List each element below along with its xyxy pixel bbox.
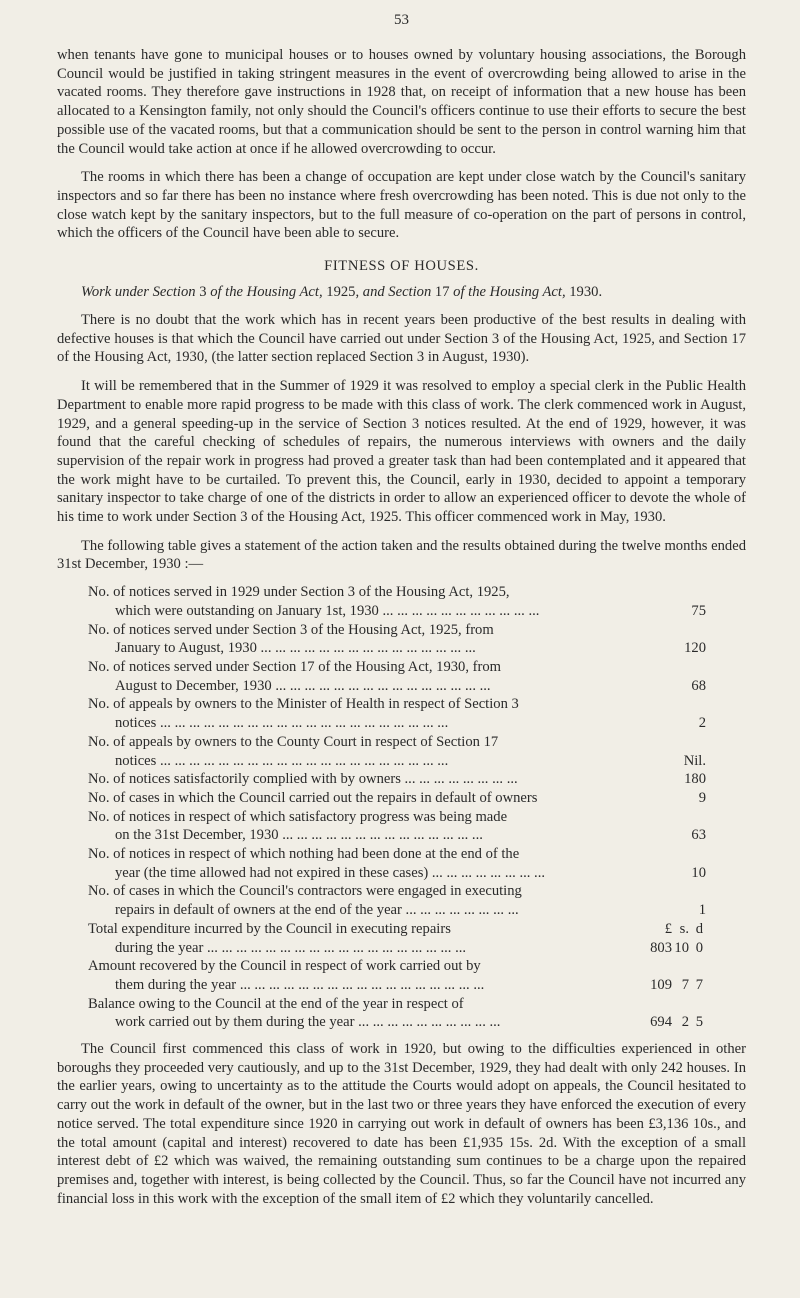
paragraph-continuation: when tenants have gone to municipal houses or to houses owned by voluntary housing associations, the Borough Council would be justified in taking stringent measures in the event of overcrowding being allowed to arise in the vacated rooms. They therefore gave instructions in 1928 that, on receipt of information that a new house has been allocated to a Kensington family, not only should the Council's officers continue to use their efforts to secure the best possible use of the vacated rooms, but that a communication should be sent to the person in control warning him that the Council would take action at once if he allowed overcrowding to occur. bbox=[57, 47, 746, 157]
statement-row: No. of notices served under Section 17 of the Housing Act, 1930, from August to December, 1930 ... ... ... ... ... ... ... ... ... ... ... ... ... ... ... 68 bbox=[88, 658, 706, 694]
paragraph-no-doubt: There is no doubt that the work which has in recent years been productive of the best results in dealing with defective houses is that which the Council have carried out under Section 3 of the Housing Act, 1925, and Section 17 of the Housing Act, 1930, (the latter section replaced Section 3 in August, 1930). bbox=[57, 312, 746, 366]
money-row: Total expenditure incurred by the Council in executing repairs during the year ... ... ... ... ... ... ... ... ... ... ... ... ... ... ... ... ... ... £ s. d 803 10 0 bbox=[88, 920, 706, 957]
money-value: 109 7 7 bbox=[650, 976, 703, 993]
statement-value: 2 bbox=[698, 715, 706, 732]
statement-value: 68 bbox=[691, 677, 706, 694]
statement-row: No. of notices served under Section 3 of the Housing Act, 1925, from January to August, 1930 ... ... ... ... ... ... ... ... ... ... ... ... ... ... ... 120 bbox=[88, 621, 706, 657]
statement-value: 75 bbox=[691, 602, 706, 619]
section-subheading: Work under Section 3 of the Housing Act, 1925, and Section 17 of the Housing Act, 1930. bbox=[81, 284, 603, 301]
statement-row: No. of cases in which the Council's contractors were engaged in executing repairs in default of owners at the end of the year ... ... ... ... ... ... ... ... 1 bbox=[88, 883, 706, 919]
paragraph-conclusion: The Council first commenced this class of work in 1920, but owing to the difficulties experienced in other boroughs they proceeded very cautiously, and up to the 31st December, 1929, they had dealt with only 242 houses. In the earlier years, owing to uncertainty as to the attitude the Courts would adopt on appeals, the Council hesitated to carry out the work in default of the owner, but in the last two or three years they have enforced the execution of every notice served. The total expenditure since 1920 in carrying out work in default of owners has been £3,136 10s., and the total amount (capital and interest) recovered to date has been £1,935 15s. 2d. With the exception of a small interest debt of £2 which was waived, the remaining outstanding sum continues to be a charge upon the repaired premises and, together with interest, is being collected by the Council. Thus, so far the Council have not incurred any financial loss in this work with the exception of the small item of £2 which they voluntarily cancelled. bbox=[57, 1041, 746, 1207]
statement-row: No. of notices served in 1929 under Section 3 of the Housing Act, 1925, which were outstanding on January 1st, 1930 ... ... ... ... ... ... ... ... ... ... ... 75 bbox=[88, 584, 706, 619]
section-heading: FITNESS OF HOUSES. bbox=[324, 258, 479, 275]
statement-row: No. of notices in respect of which satisfactory progress was being made on the 31st December, 1930 ... ... ... ... ... ... ... ... ... ... ... ... ... ... 63 bbox=[88, 808, 706, 844]
statement-row: No. of notices satisfactorily complied with by owners ... ... ... ... ... ... ... ... 180 bbox=[88, 771, 706, 788]
statement-value: Nil. bbox=[683, 752, 706, 769]
money-column-headers: £ s. d bbox=[664, 920, 703, 937]
paragraph-rooms: The rooms in which there has been a change of occupation are kept under close watch by the Council's sanitary inspectors and so far there has been no instance where fresh overcrowding has been noted. This is due not only to the close watch kept by the sanitary inspectors, but to the full measure of co-operation on the part of persons in control, which the officers of the Council have been able to secure. bbox=[57, 169, 746, 242]
statement-table bbox=[88, 583, 706, 1032]
paragraph-table-intro: The following table gives a statement of the action taken and the results obtained during the twelve months ended 31st December, 1930 :— bbox=[57, 537, 746, 573]
money-row: Amount recovered by the Council in respect of work carried out by them during the year ... ... ... ... ... ... ... ... ... ... ... ... ... ... ... ... ... 109 7 7 bbox=[88, 957, 706, 994]
statement-value: 180 bbox=[684, 771, 706, 788]
money-row: Balance owing to the Council at the end of the year in respect of work carried out by them during the year ... ... ... ... ... ... ... ... ... ... 694 2 5 bbox=[88, 995, 706, 1032]
statement-value: 120 bbox=[684, 640, 706, 657]
statement-row: No. of appeals by owners to the County Court in respect of Section 17 notices ... ... ... ... ... ... ... ... ... ... ... ... ... ... ... ... ... ... ... ... Nil. bbox=[88, 733, 706, 769]
statement-row: No. of appeals by owners to the Minister of Health in respect of Section 3 notices ... ... ... ... ... ... ... ... ... ... ... ... ... ... ... ... ... ... ... ... 2 bbox=[88, 696, 706, 732]
statement-row: No. of cases in which the Council carried out the repairs in default of owners 9 bbox=[88, 789, 706, 806]
paragraph-special-clerk: It will be remembered that in the Summer of 1929 it was resolved to employ a special clerk in the Public Health Department to enable more rapid progress to be made with this class of work. The clerk commenced work in August, 1929, and a general speeding-up in the service of Section 3 notices resulted. At the end of 1929, however, it was found that the careful checking of schedules of repairs, the numerous interviews with owners and the daily supervision of the repair work in progress had proved a greater task than had been contemplated and it appeared that the work might have to be curtailed. To prevent this, the Council, early in 1930, decided to appoint a temporary sanitary inspector to take charge of one of the districts in order to allow an experienced officer to devote the whole of his time to work under Section 3 of the Housing Act, 1925. This officer commenced work in May, 1930. bbox=[57, 378, 746, 526]
money-value: 694 2 5 bbox=[650, 1014, 703, 1031]
statement-value: 63 bbox=[691, 827, 706, 844]
statement-row: No. of notices in respect of which nothing had been done at the end of the year (the time allowed had not expired in these cases) ... ... ... ... ... ... ... ... 10 bbox=[88, 846, 706, 881]
statement-value: 1 bbox=[698, 902, 706, 919]
page-number: 53 bbox=[394, 12, 409, 28]
statement-value: 10 bbox=[691, 864, 706, 881]
money-value: 803 10 0 bbox=[650, 939, 703, 956]
statement-value: 9 bbox=[698, 789, 706, 806]
